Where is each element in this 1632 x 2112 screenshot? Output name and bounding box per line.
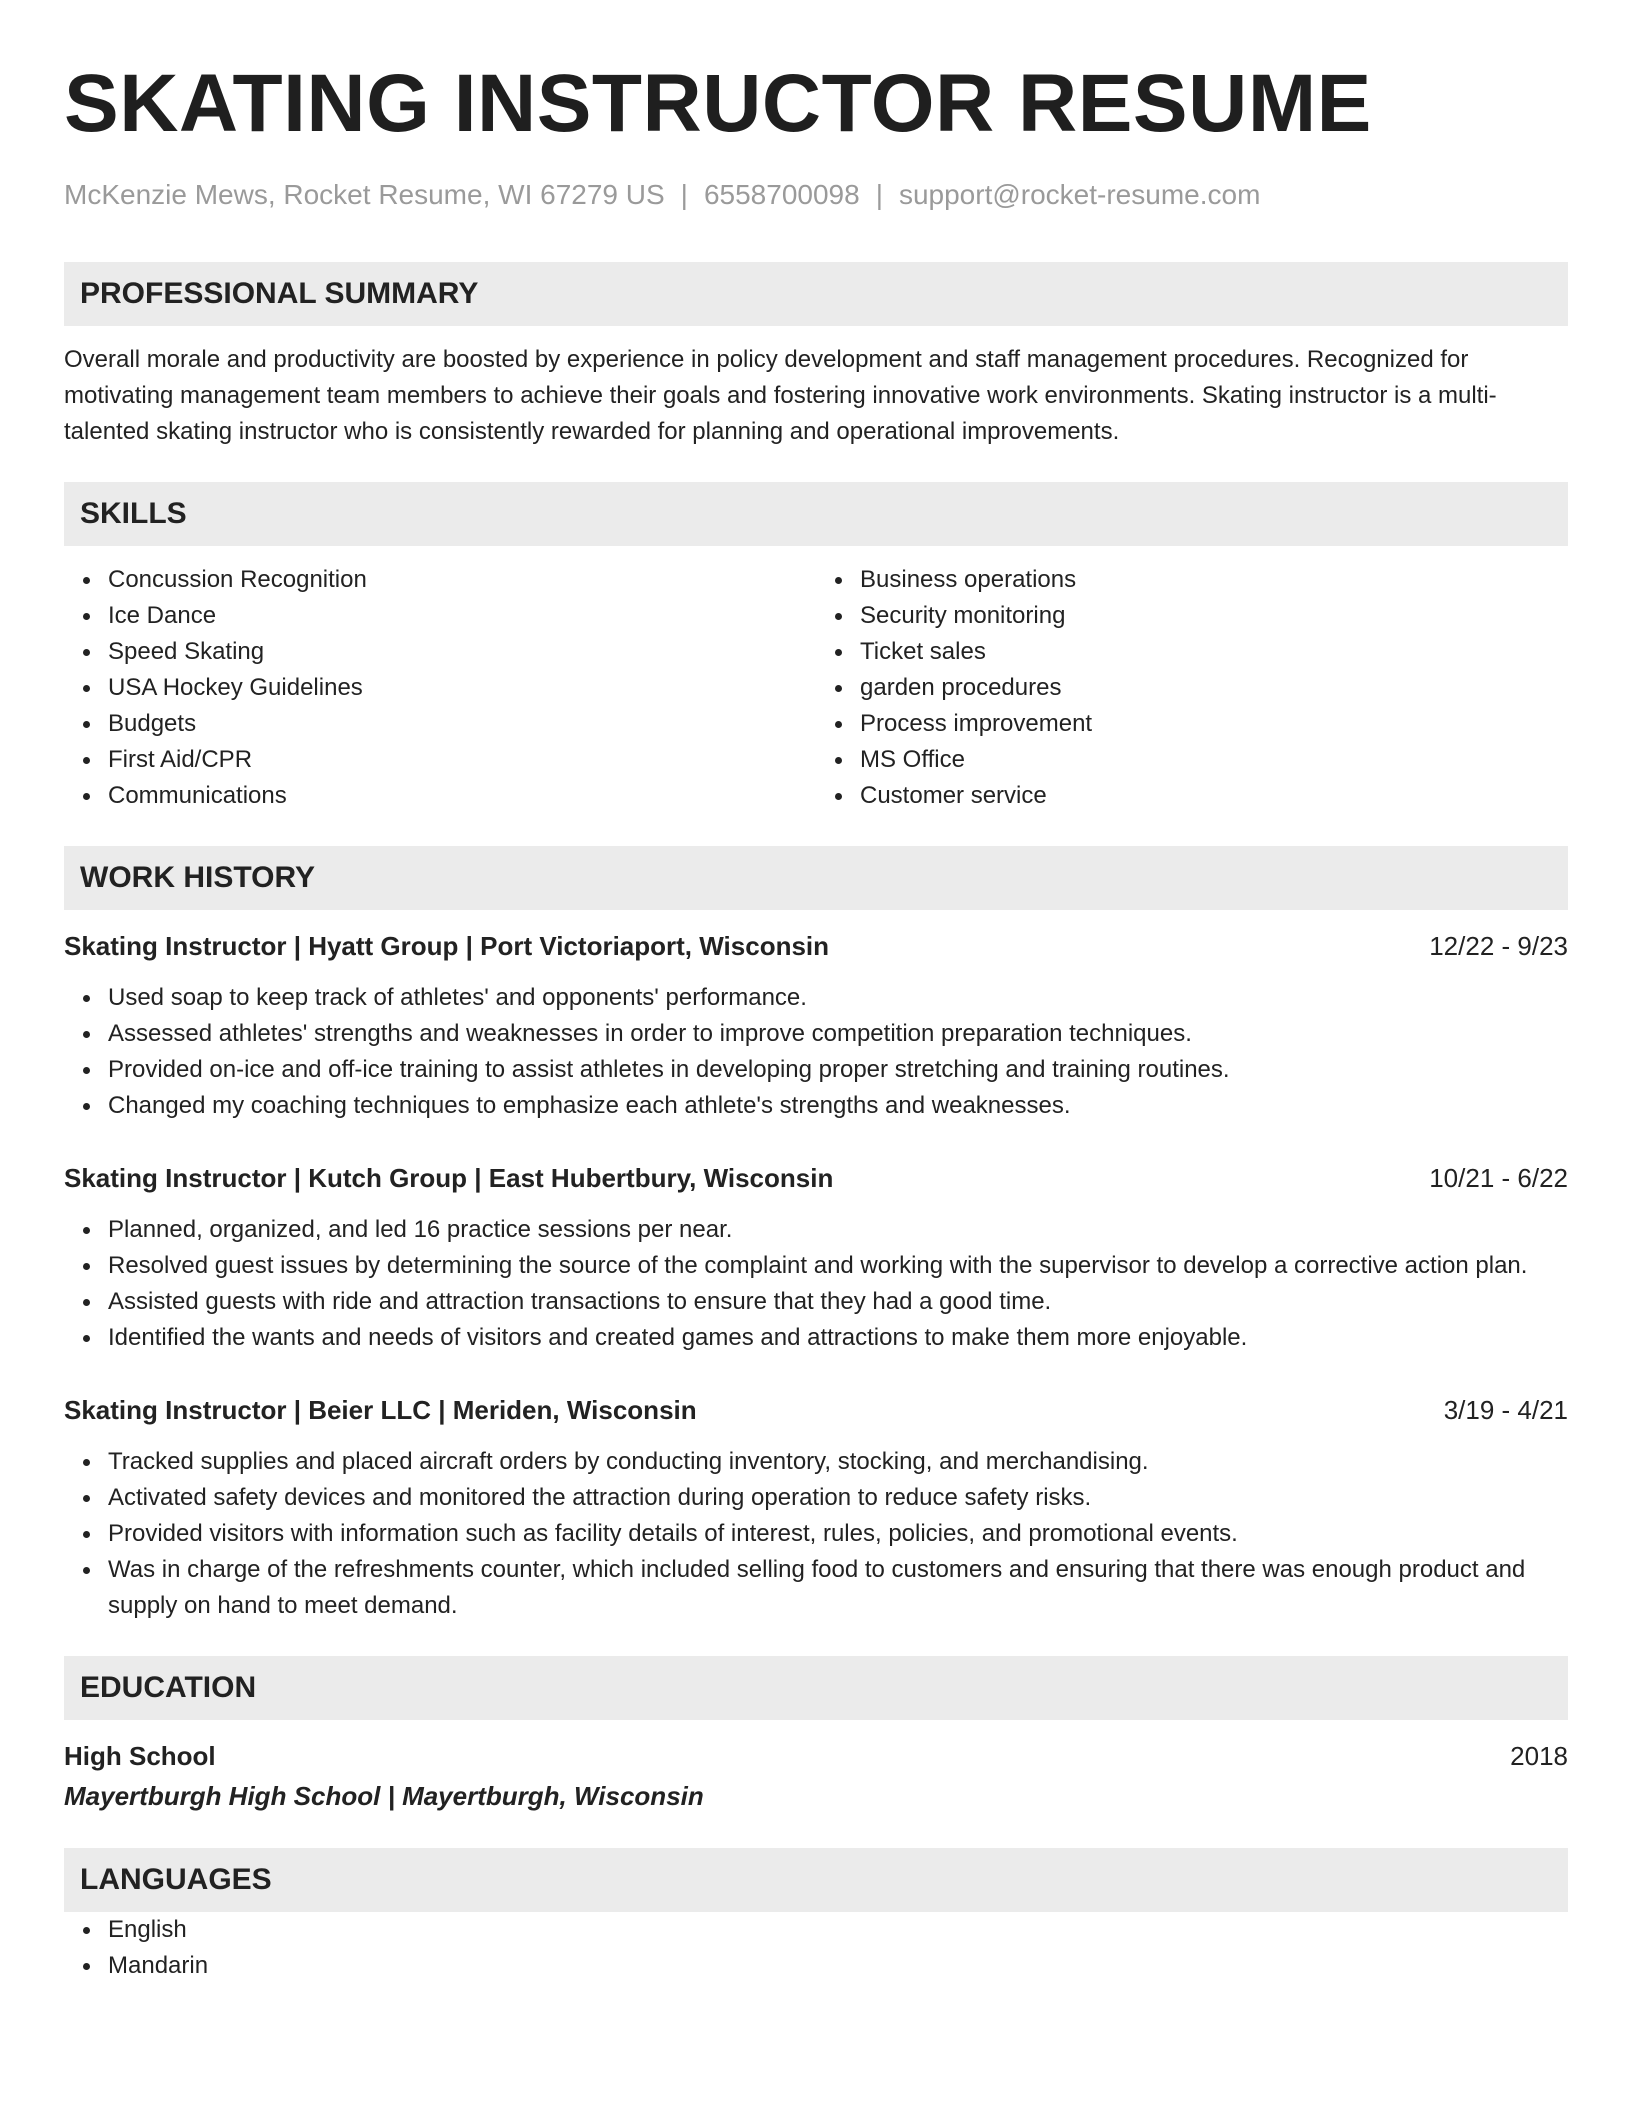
job-title: Skating Instructor | Kutch Group | East Hubertbury, Wisconsin: [64, 1163, 834, 1193]
job-bullet: Provided visitors with information such as facility details of interest, rules, policies, and promotional events.: [108, 1516, 1568, 1552]
contact-address: McKenzie Mews, Rocket Resume, WI 67279 US: [64, 179, 665, 210]
skill-item: Concussion Recognition: [108, 562, 816, 598]
job-bullet: Changed my coaching techniques to emphasize each athlete's strengths and weaknesses.: [108, 1088, 1568, 1124]
job-bullet: Identified the wants and needs of visitors and created games and attractions to make them more enjoyable.: [108, 1320, 1568, 1356]
contact-email: support@rocket-resume.com: [898, 179, 1261, 210]
section-header-summary: PROFESSIONAL SUMMARY: [64, 262, 1568, 326]
language-item: Mandarin: [108, 1948, 1568, 1984]
skill-item: USA Hockey Guidelines: [108, 670, 816, 706]
skill-item: garden procedures: [860, 670, 1568, 706]
section-header-skills: SKILLS: [64, 482, 1568, 546]
skills-right-list: [816, 562, 1568, 814]
job-bullet: Tracked supplies and placed aircraft orders by conducting inventory, stocking, and merchandising.: [108, 1444, 1568, 1480]
skill-item: Budgets: [108, 706, 816, 742]
job-dates: 12/22 - 9/23: [1429, 931, 1568, 961]
education-entry: [64, 1736, 1568, 1816]
skill-item: Ice Dance: [108, 598, 816, 634]
job-header: [64, 1390, 1568, 1430]
skill-item: Customer service: [860, 778, 1568, 814]
job-entry: [64, 926, 1568, 1124]
education-school: Mayertburgh High School | Mayertburgh, Wisconsin: [64, 1781, 704, 1811]
job-bullet: Was in charge of the refreshments counter, which included selling food to customers and ensuring that there was enough product and supply on hand to meet demand.: [108, 1552, 1568, 1624]
education-degree: High School: [64, 1741, 216, 1771]
education-header: [64, 1736, 1568, 1776]
job-bullet: Assisted guests with ride and attraction transactions to ensure that they had a good time.: [108, 1284, 1568, 1320]
contact-phone: 6558700098: [703, 179, 860, 210]
job-bullets: [64, 1212, 1568, 1356]
skill-item: Process improvement: [860, 706, 1568, 742]
resume-title: SKATING INSTRUCTOR RESUME: [64, 58, 1372, 149]
skills-left-list: [64, 562, 816, 814]
contact-separator: |: [680, 179, 688, 210]
job-dates: 10/21 - 6/22: [1429, 1163, 1568, 1193]
education-year: 2018: [1510, 1741, 1568, 1771]
section-header-languages: LANGUAGES: [64, 1848, 1568, 1912]
languages-list: [64, 1912, 1568, 1984]
job-header: [64, 1158, 1568, 1198]
job-bullet: Resolved guest issues by determining the source of the complaint and working with the supervisor to develop a corrective action plan.: [108, 1248, 1568, 1284]
section-header-education: EDUCATION: [64, 1656, 1568, 1720]
contact-line: [64, 178, 1568, 212]
skill-item: Speed Skating: [108, 634, 816, 670]
skill-item: Ticket sales: [860, 634, 1568, 670]
skill-item: Communications: [108, 778, 816, 814]
job-bullet: Used soap to keep track of athletes' and opponents' performance.: [108, 980, 1568, 1016]
skill-item: Business operations: [860, 562, 1568, 598]
contact-separator: |: [875, 179, 883, 210]
job-bullet: Planned, organized, and led 16 practice sessions per near.: [108, 1212, 1568, 1248]
job-title: Skating Instructor | Beier LLC | Meriden, Wisconsin: [64, 1395, 697, 1425]
job-bullet: Provided on-ice and off-ice training to assist athletes in developing proper stretching and training routines.: [108, 1052, 1568, 1088]
job-entry: [64, 1390, 1568, 1624]
section-header-work-history: WORK HISTORY: [64, 846, 1568, 910]
skill-item: Security monitoring: [860, 598, 1568, 634]
skills-columns: [64, 562, 1568, 814]
job-bullets: [64, 1444, 1568, 1624]
job-title: Skating Instructor | Hyatt Group | Port Victoriaport, Wisconsin: [64, 931, 830, 961]
skill-item: First Aid/CPR: [108, 742, 816, 778]
job-bullet: Activated safety devices and monitored the attraction during operation to reduce safety risks.: [108, 1480, 1568, 1516]
job-header: [64, 926, 1568, 966]
job-dates: 3/19 - 4/21: [1443, 1395, 1568, 1425]
job-bullet: Assessed athletes' strengths and weaknesses in order to improve competition preparation techniques.: [108, 1016, 1568, 1052]
summary-text: Overall morale and productivity are boosted by experience in policy development and staff management procedures. Recognized for motivating management team members to achieve their goals and fostering innovative work environments. Skating instructor is a multi-talented skating instructor who is consistently rewarded for planning and operational improvements.: [64, 346, 1497, 445]
job-bullets: [64, 980, 1568, 1124]
skill-item: MS Office: [860, 742, 1568, 778]
language-item: English: [108, 1912, 1568, 1948]
job-entry: [64, 1158, 1568, 1356]
